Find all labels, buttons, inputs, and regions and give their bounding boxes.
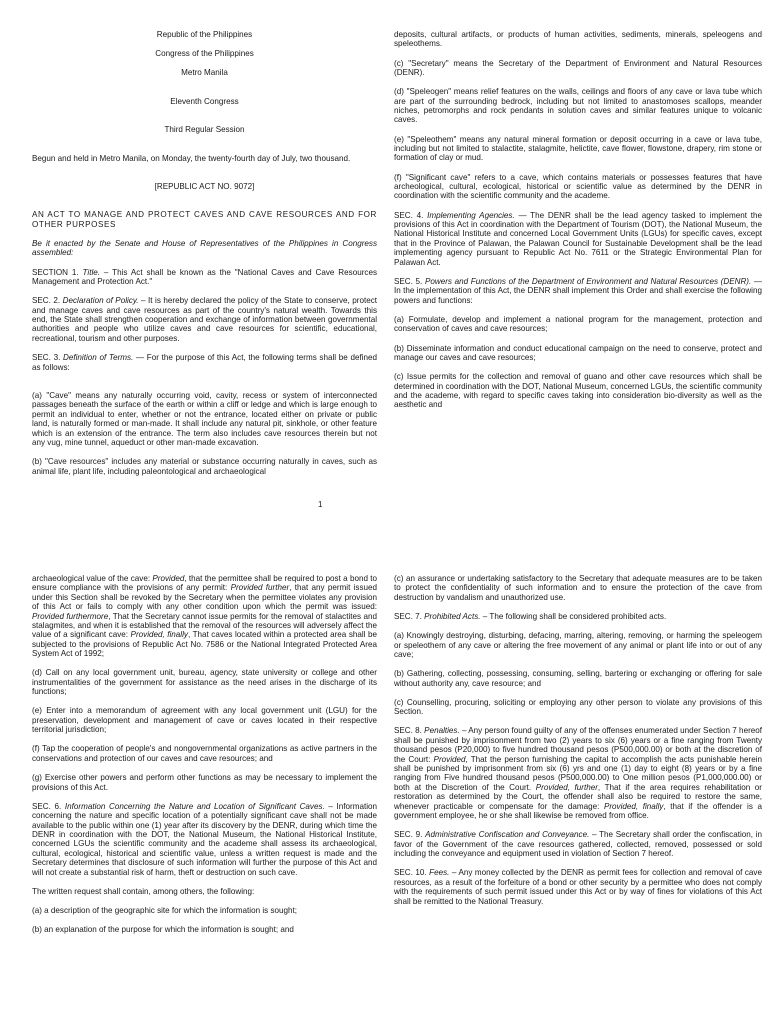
power-e: (e) Enter into a memorandum of agreement with any local government unit (LGU) for the preservation, development and management of cave or caves located in their respective territorial jurisdiction; xyxy=(32,706,377,735)
header-session: Third Regular Session xyxy=(164,125,245,135)
power-f: (f) Tap the cooperation of people's and nongovernmental organizations as active partners in the conservations and protection of our caves and cave resources; and xyxy=(32,744,377,763)
section-1: SECTION 1. Title. – This Act shall be known as the "National Caves and Cave Resources Management and Protection Act." xyxy=(32,267,377,287)
page2-right-column xyxy=(394,574,762,916)
power-a: (a) Formulate, develop and implement a national program for the management, protection and conservation of caves and cave resources; xyxy=(394,314,762,334)
prohibited-c: (c) Counselling, procuring, soliciting or employing any other person to violate any provisions of this Section. xyxy=(394,697,762,717)
request-b: (b) an explanation of the purpose for which the information is sought; and xyxy=(32,925,294,935)
enacting-clause: Be it enacted by the Senate and House of Representatives of the Philippines in Congress assembled: xyxy=(32,239,377,258)
header-republic: Republic of the Philippines xyxy=(156,30,253,39)
section-9: SEC. 9. Administrative Confiscation and Conveyance. – The Secretary shall order the confiscation, in favor of the Government of the cave resources gathered, collected, removed, possessed or sold including the conveyance and equipment used in violation of Section 7 hereof. xyxy=(394,830,763,859)
section-2: SEC. 2. Declaration of Policy. – It is hereby declared the policy of the State to conserve, protect and manage caves and cave resources as part of the country's natural wealth. Towards this end, the State shall strengthen cooperation and exchange of information between governmental authorities and people who utilize caves and cave resources for scientific, educational, recreational, tourism and other purposes. xyxy=(32,296,378,343)
power-b: (b) Disseminate information and conduct educational campaign on the need to conserve, protect and manage our caves and cave resources; xyxy=(394,343,762,362)
section-3: SEC. 3. Definition of Terms. — For the purpose of this Act, the following terms shall be defined as follows: xyxy=(32,353,377,372)
power-c: (c) Issue permits for the collection and removal of guano and other cave resources which shall be determined in coordination with the DOT, National Museum, concerned LGUs, the scientific community and the academe, with regard to specific caves taking into consideration bio-diversity as well as the aesthetic and xyxy=(394,372,762,410)
page1-left-column xyxy=(32,30,377,486)
prohibited-b: (b) Gathering, collecting, possessing, consuming, selling, bartering or exchanging or offering for sale without authority any, cave resource; and xyxy=(394,669,762,688)
definition-b: (b) "Cave resources" includes any material or substance occurring naturally in caves, such as animal life, plant life, including paleontological and archaeological xyxy=(32,457,377,476)
act-title: AN ACT TO MANAGE AND PROTECT CAVES AND CAVE RESOURCES AND FOR OTHER PURPOSES xyxy=(32,210,377,229)
written-request: The written request shall contain, among others, the following: xyxy=(32,886,255,896)
power-d: (d) Call on any local government unit, bureau, agency, state university or college and other instrumentalities of the government for assistance as the need arises in the discharge of its functions; xyxy=(32,668,377,697)
page2-left-column xyxy=(32,574,377,944)
definition-e: (e) "Speleothem" means any natural mineral formation or deposit occurring in a cave or lava tube, including but not limited to stalactite, stalagmite, helictite, cave flower, flowstone, drapery, rim stone or formation of clay or mud. xyxy=(394,134,762,163)
header-metro-manila: Metro Manila xyxy=(181,68,228,78)
header-eleventh-congress: Eleventh Congress xyxy=(170,96,239,106)
definition-b-continued: deposits, cultural artifacts, or products of human activities, sediments, minerals, speleogens and speleothems. xyxy=(394,30,762,49)
section-10: SEC. 10. Fees. – Any money collected by the DENR as permit fees for collection and removal of cave resources, as a result of the forfeiture of a bond or other security by a permittee who does not comply with the requirements of such permit issued under this Act or by way of fines for violations of this Act shall be remitted to the National Treasury. xyxy=(394,868,762,906)
request-c: (c) an assurance or undertaking satisfactory to the Secretary that adequate measures are to be taken to protect the confidentiality of such information and to ensure the protection of the cave from destruction by vandalism and unauthorized use. xyxy=(394,574,762,602)
definition-a: (a) "Cave" means any naturally occurring void, cavity, recess or system of interconnected passages beneath the surface of the earth or within a cliff or ledge and which is large enough to permit an individual to enter, whether or not the entrance, located either on private or public land, is naturally formed or man-made. It shall include any natural pit, sinkhole, or other feature which is an extension of the entrance. The term also includes cave resources therein but not any vug, mine tunnel, aqueduct or other man-made excavation. xyxy=(32,390,377,447)
definition-d: (d) "Speleogen" means relief features on the walls, ceilings and floors of any cave or lava tube which are part of the surrounding bedrock, including but not limited to anastomoses scallops, meander niches, petromorphs and rock pendants in solution caves and similar features unique to volcanic caves. xyxy=(394,87,762,125)
power-c-continued: archaeological value of the cave: Provided, that the permittee shall be required to post a bond to ensure compliance with the provisions of any permit: Provided further, that any permit issued under this Section shall be revoked by the Secretary when the permittee violates any provision of this Act or fails to comply with any other condition upon which the permit was issued: Provided furthermore, That the Secretary cannot issue permits for the removal of stalactites and stalagmites, and when it is established that the removal of the resources will adversely affect the value of a significant cave: Provided, finally, That caves located within a protected area shall be subjected to the provisions of Republic Act No. 7586 or the National Integrated Protected Area System Act of 1992; xyxy=(32,574,378,659)
section-6: SEC. 6. Information Concerning the Nature and Location of Significant Caves. – Information concerning the nature and specific location of a potentially significant cave shall not be made available to the public within one (1) year after its discovery by the DENR, during which time the DENR in coordination with the DOT, the National Museum, the National Historical Institute, concerned LGUs the scientific community and the academe shall assess its archaeological, cultural, ecological, historical and scientific value, unless a written request is made and the Secretary determines that disclosure of such information will further the purpose of this Act and will not create a substantial risk of harm, theft or destruction on such cave. xyxy=(32,801,378,877)
request-a: (a) a description of the geographic site for which the information is sought; xyxy=(32,905,297,915)
document-page-2 xyxy=(0,566,768,1024)
definition-c: (c) "Secretary" means the Secretary of the Department of Environment and Natural Resources (DENR). xyxy=(394,58,762,78)
header-congress: Congress of the Philippines xyxy=(155,49,254,59)
definition-f: (f) "Significant cave" refers to a cave, which contains materials or possesses features that have archeological, cultural, ecological, historical or scientific value as determined by the DENR in coordination with the scientific community and the academe. xyxy=(394,172,762,201)
page1-right-column xyxy=(394,30,762,420)
prohibited-a: (a) Knowingly destroying, disturbing, defacing, marring, altering, removing, or harming the speleogem or speleothem of any cave or altering the free movement of any animal or plant life into or out of any cave; xyxy=(394,631,762,660)
section-4: SEC. 4. Implementing Agencies. — The DENR shall be the lead agency tasked to implement the provisions of this Act in coordination with the Department of Tourism (DOT), the National Museum, the National Historical Institute and concerned Local Government Units (LGUs) for specific caves, except that in the Province of Palawan, the Palawan Council for Sustainable Development shall be the lead implementing agency pursuant to Republic Act No. 7611 or the Strategic Environmental Plan for Palawan Act. xyxy=(394,210,762,267)
section-8: SEC. 8. Penalties. – Any person found guilty of any of the offenses enumerated under Section 7 hereof shall be punished by imprisonment from two (2) years to six (6) years or a fine ranging from Twenty thousand pesos (P20,000) to five hundred thousand pesos (P500,000.00) or both at the discretion of the Court: Provided, That the person furnishing the capital to accomplish the acts punishable herein shall be punished by imprisonment from six (6) yrs and one (1) day to eight (8) years or by a fine ranging from Five hundred thousand pesos (P500,000.00) to One million pesos (P1,000,000.00) or both at the Discretion of the Court. Provided, further, That if the area requires rehabilitation or restoration as determined by the Court, the offender shall also be required to restore the same, whenever practicable or compensate for the damage: Provided, finally, that if the offender is a government employee, he or she shall likewise be removed from office. xyxy=(394,726,763,821)
section-7: SEC. 7. Prohibited Acts. – The following shall be considered prohibited acts. xyxy=(394,612,667,622)
begun-paragraph: Begun and held in Metro Manila, on Monday, the twenty-fourth day of July, two thousand. xyxy=(32,153,351,163)
power-g: (g) Exercise other powers and perform other functions as may be necessary to implement the provisions of this Act. xyxy=(32,773,377,792)
republic-act-number: [REPUBLIC ACT NO. 9072] xyxy=(154,182,255,192)
section-5: SEC. 5. Powers and Functions of the Department of Environment and Natural Resources (DENR). — In the implementation of this Act, the DENR shall implement this Order and shall exercise the following powers and functions: xyxy=(394,276,763,305)
page-number: 1 xyxy=(318,500,323,509)
